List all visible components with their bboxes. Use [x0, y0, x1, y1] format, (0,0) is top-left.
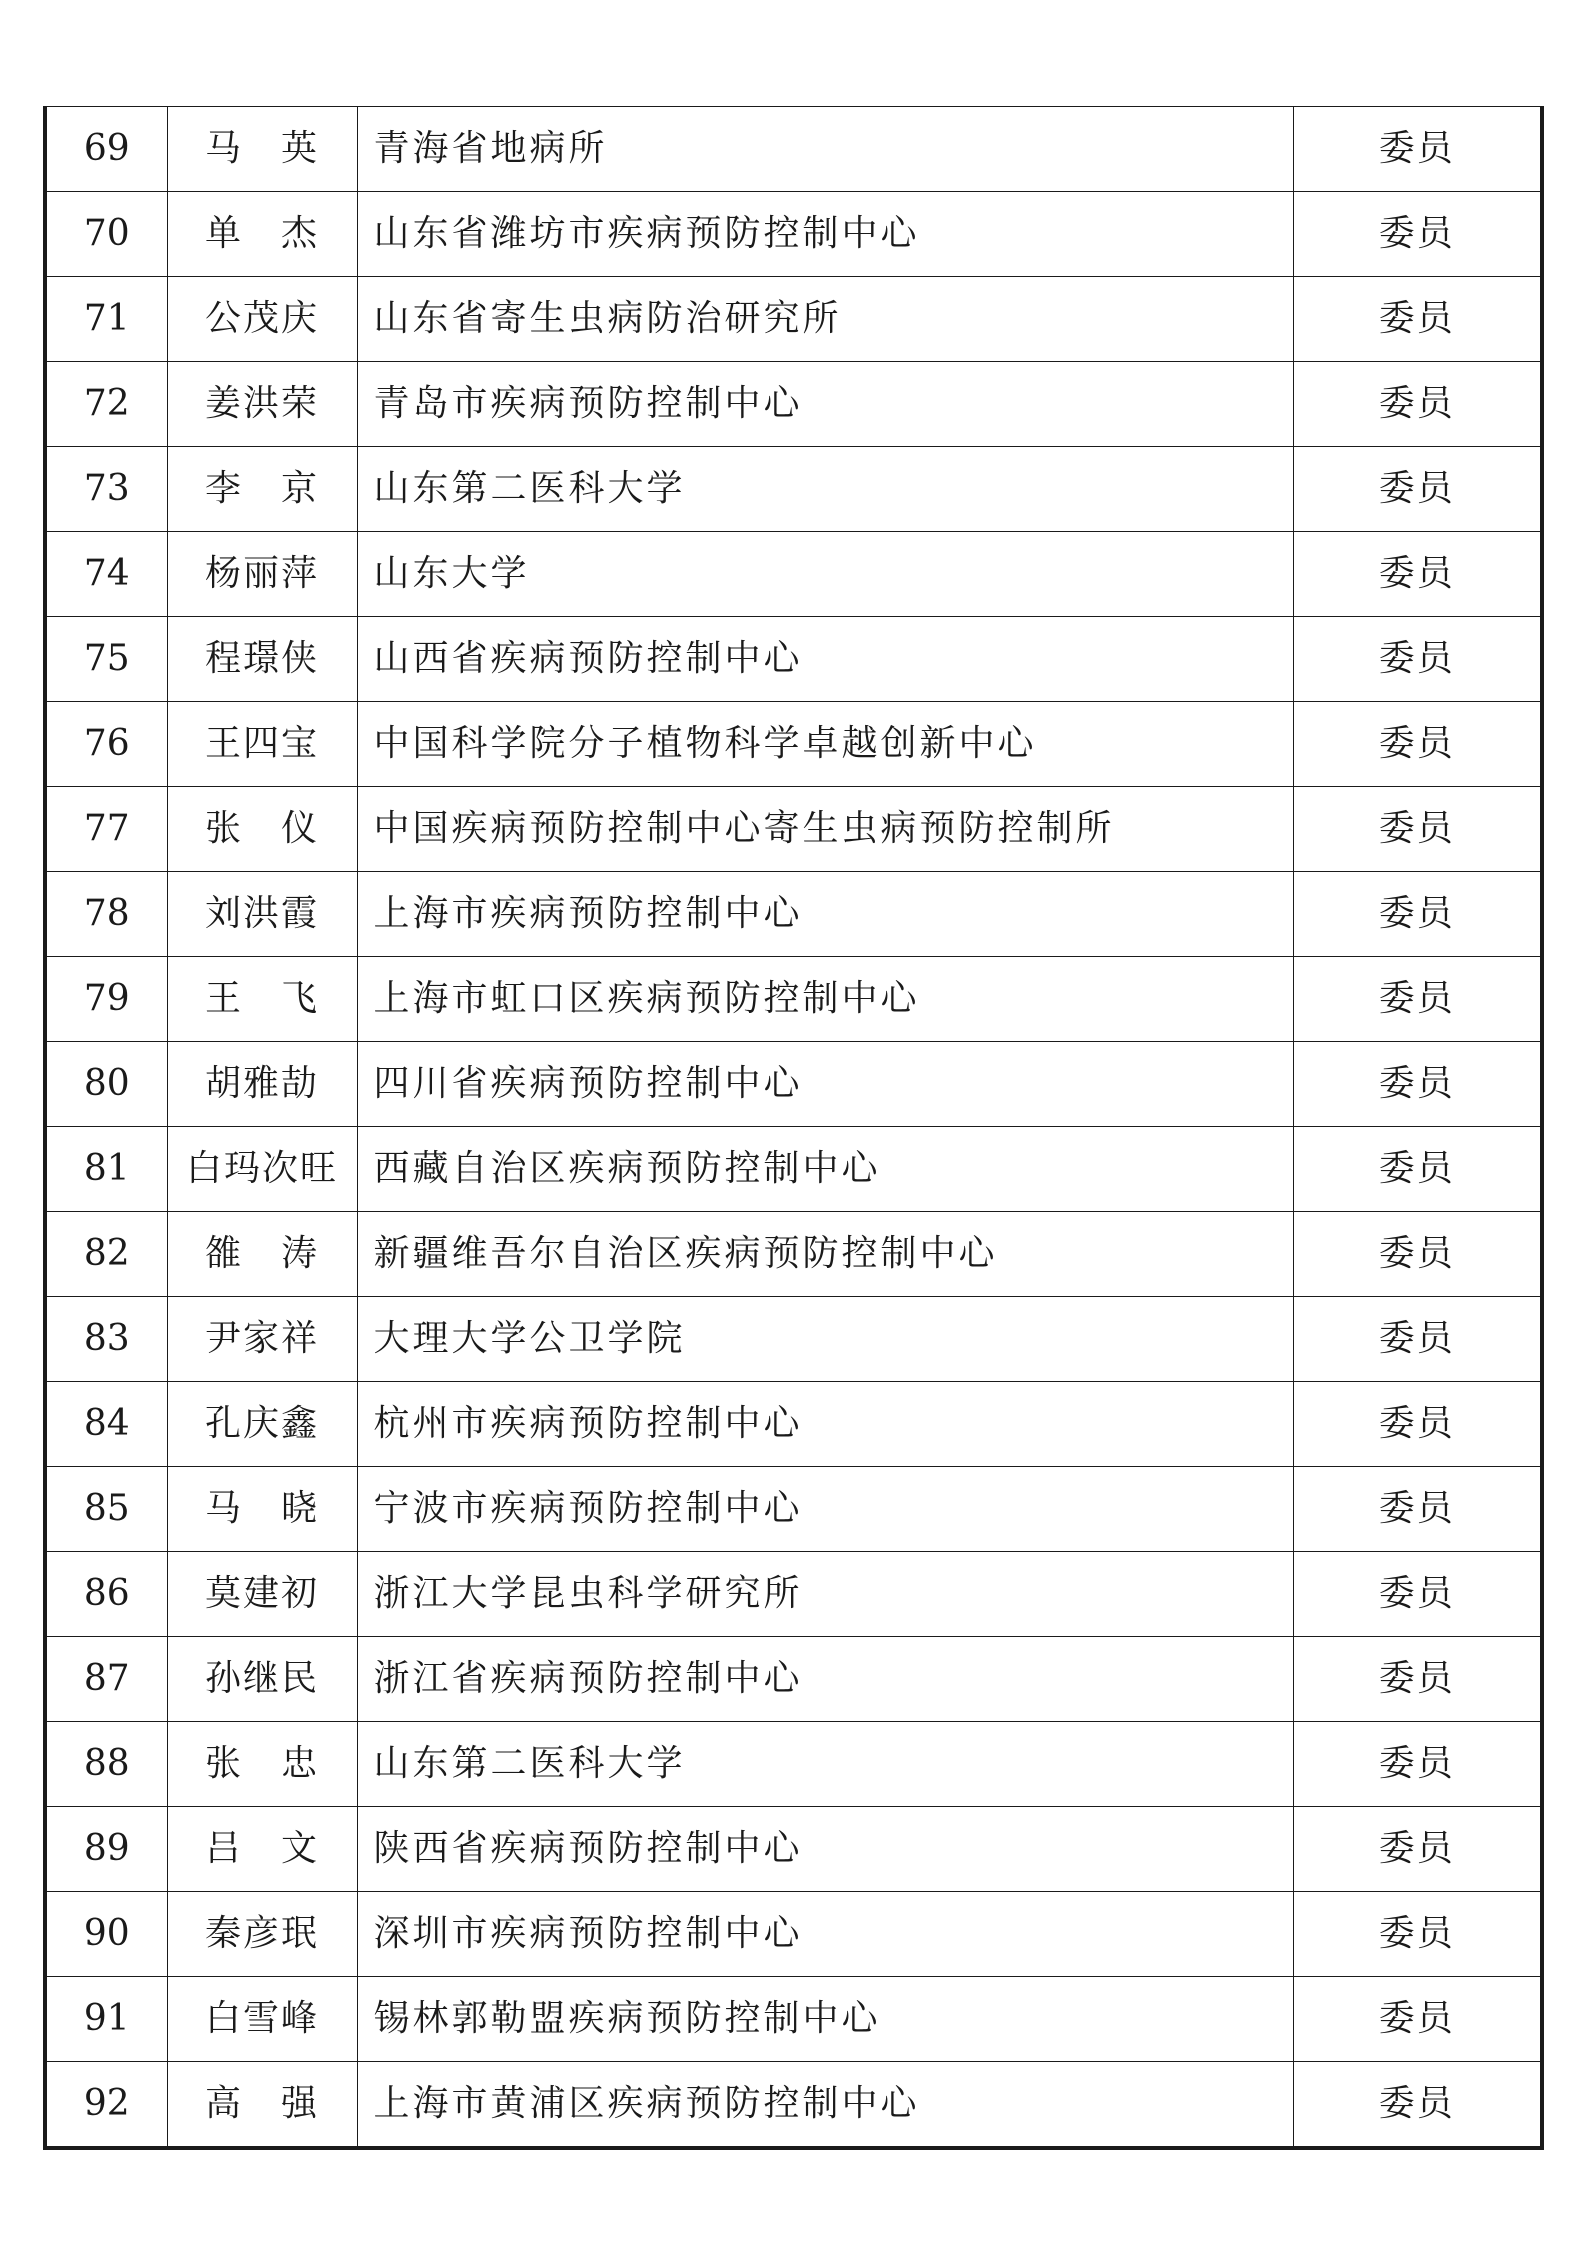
table-row [45, 362, 1542, 447]
member-organization: 锡林郭勒盟疾病预防控制中心 [357, 1977, 1293, 2062]
row-number: 82 [45, 1212, 167, 1297]
member-name: 王 飞 [167, 957, 357, 1042]
member-organization: 山东第二医科大学 [357, 1722, 1293, 1807]
member-role: 委员 [1293, 1892, 1542, 1977]
row-number: 72 [45, 362, 167, 447]
row-number: 79 [45, 957, 167, 1042]
member-role: 委员 [1293, 1977, 1542, 2062]
member-name: 姜洪荣 [167, 362, 357, 447]
member-organization: 山西省疾病预防控制中心 [357, 617, 1293, 702]
member-name: 马 晓 [167, 1467, 357, 1552]
table-row [45, 957, 1542, 1042]
row-number: 89 [45, 1807, 167, 1892]
row-number: 78 [45, 872, 167, 957]
member-name: 莫建初 [167, 1552, 357, 1637]
table-row [45, 1977, 1542, 2062]
member-organization: 青海省地病所 [357, 107, 1293, 192]
table-row [45, 872, 1542, 957]
member-name: 张 忠 [167, 1722, 357, 1807]
member-organization: 山东大学 [357, 532, 1293, 617]
row-number: 77 [45, 787, 167, 872]
row-number: 73 [45, 447, 167, 532]
member-organization: 西藏自治区疾病预防控制中心 [357, 1127, 1293, 1212]
row-number: 71 [45, 277, 167, 362]
member-name: 孙继民 [167, 1637, 357, 1722]
member-organization: 深圳市疾病预防控制中心 [357, 1892, 1293, 1977]
member-name: 白玛次旺 [167, 1127, 357, 1212]
member-name: 白雪峰 [167, 1977, 357, 2062]
table-row [45, 1552, 1542, 1637]
member-organization: 陕西省疾病预防控制中心 [357, 1807, 1293, 1892]
member-name: 胡雅劼 [167, 1042, 357, 1127]
table-row [45, 1382, 1542, 1467]
member-organization: 大理大学公卫学院 [357, 1297, 1293, 1382]
member-role: 委员 [1293, 1722, 1542, 1807]
table-row [45, 1467, 1542, 1552]
table-row [45, 447, 1542, 532]
member-table-body [45, 107, 1542, 2149]
member-organization: 上海市黄浦区疾病预防控制中心 [357, 2062, 1293, 2149]
member-name: 雒 涛 [167, 1212, 357, 1297]
row-number: 70 [45, 192, 167, 277]
row-number: 91 [45, 1977, 167, 2062]
member-organization: 青岛市疾病预防控制中心 [357, 362, 1293, 447]
table-row [45, 1297, 1542, 1382]
member-organization: 四川省疾病预防控制中心 [357, 1042, 1293, 1127]
member-name: 单 杰 [167, 192, 357, 277]
member-role: 委员 [1293, 1042, 1542, 1127]
member-role: 委员 [1293, 107, 1542, 192]
member-role: 委员 [1293, 277, 1542, 362]
member-role: 委员 [1293, 1552, 1542, 1637]
row-number: 92 [45, 2062, 167, 2149]
member-name: 张 仪 [167, 787, 357, 872]
row-number: 74 [45, 532, 167, 617]
member-organization: 新疆维吾尔自治区疾病预防控制中心 [357, 1212, 1293, 1297]
member-role: 委员 [1293, 1382, 1542, 1467]
row-number: 87 [45, 1637, 167, 1722]
row-number: 86 [45, 1552, 167, 1637]
row-number: 88 [45, 1722, 167, 1807]
member-organization: 杭州市疾病预防控制中心 [357, 1382, 1293, 1467]
member-organization: 上海市虹口区疾病预防控制中心 [357, 957, 1293, 1042]
row-number: 80 [45, 1042, 167, 1127]
table-row [45, 1807, 1542, 1892]
member-role: 委员 [1293, 872, 1542, 957]
member-name: 秦彦珉 [167, 1892, 357, 1977]
member-table-container [43, 106, 1544, 2150]
member-name: 程璟侠 [167, 617, 357, 702]
member-role: 委员 [1293, 447, 1542, 532]
member-organization: 山东省寄生虫病防治研究所 [357, 277, 1293, 362]
table-row [45, 532, 1542, 617]
table-row [45, 107, 1542, 192]
member-name: 马 英 [167, 107, 357, 192]
member-role: 委员 [1293, 957, 1542, 1042]
member-role: 委员 [1293, 362, 1542, 447]
table-row [45, 787, 1542, 872]
member-role: 委员 [1293, 1212, 1542, 1297]
member-role: 委员 [1293, 1637, 1542, 1722]
member-role: 委员 [1293, 532, 1542, 617]
row-number: 83 [45, 1297, 167, 1382]
member-name: 刘洪霞 [167, 872, 357, 957]
member-organization: 宁波市疾病预防控制中心 [357, 1467, 1293, 1552]
row-number: 76 [45, 702, 167, 787]
table-row [45, 1892, 1542, 1977]
row-number: 81 [45, 1127, 167, 1212]
member-name: 孔庆鑫 [167, 1382, 357, 1467]
table-row [45, 1212, 1542, 1297]
member-organization: 中国疾病预防控制中心寄生虫病预防控制所 [357, 787, 1293, 872]
member-name: 李 京 [167, 447, 357, 532]
table-row [45, 277, 1542, 362]
table-row [45, 1722, 1542, 1807]
table-row [45, 1637, 1542, 1722]
member-organization: 浙江大学昆虫科学研究所 [357, 1552, 1293, 1637]
member-role: 委员 [1293, 1297, 1542, 1382]
row-number: 84 [45, 1382, 167, 1467]
member-organization: 中国科学院分子植物科学卓越创新中心 [357, 702, 1293, 787]
member-name: 杨丽萍 [167, 532, 357, 617]
member-name: 王四宝 [167, 702, 357, 787]
member-role: 委员 [1293, 2062, 1542, 2149]
member-organization: 上海市疾病预防控制中心 [357, 872, 1293, 957]
member-organization: 山东省潍坊市疾病预防控制中心 [357, 192, 1293, 277]
member-role: 委员 [1293, 1807, 1542, 1892]
member-role: 委员 [1293, 787, 1542, 872]
row-number: 90 [45, 1892, 167, 1977]
table-row [45, 192, 1542, 277]
row-number: 85 [45, 1467, 167, 1552]
member-name: 尹家祥 [167, 1297, 357, 1382]
member-name: 吕 文 [167, 1807, 357, 1892]
member-role: 委员 [1293, 617, 1542, 702]
table-row [45, 1042, 1542, 1127]
member-role: 委员 [1293, 1127, 1542, 1212]
row-number: 69 [45, 107, 167, 192]
table-row [45, 702, 1542, 787]
member-name: 公茂庆 [167, 277, 357, 362]
member-role: 委员 [1293, 1467, 1542, 1552]
table-row [45, 2062, 1542, 2149]
table-row [45, 1127, 1542, 1212]
member-table [43, 106, 1544, 2150]
member-role: 委员 [1293, 702, 1542, 787]
member-name: 高 强 [167, 2062, 357, 2149]
member-organization: 浙江省疾病预防控制中心 [357, 1637, 1293, 1722]
row-number: 75 [45, 617, 167, 702]
table-row [45, 617, 1542, 702]
member-organization: 山东第二医科大学 [357, 447, 1293, 532]
member-role: 委员 [1293, 192, 1542, 277]
